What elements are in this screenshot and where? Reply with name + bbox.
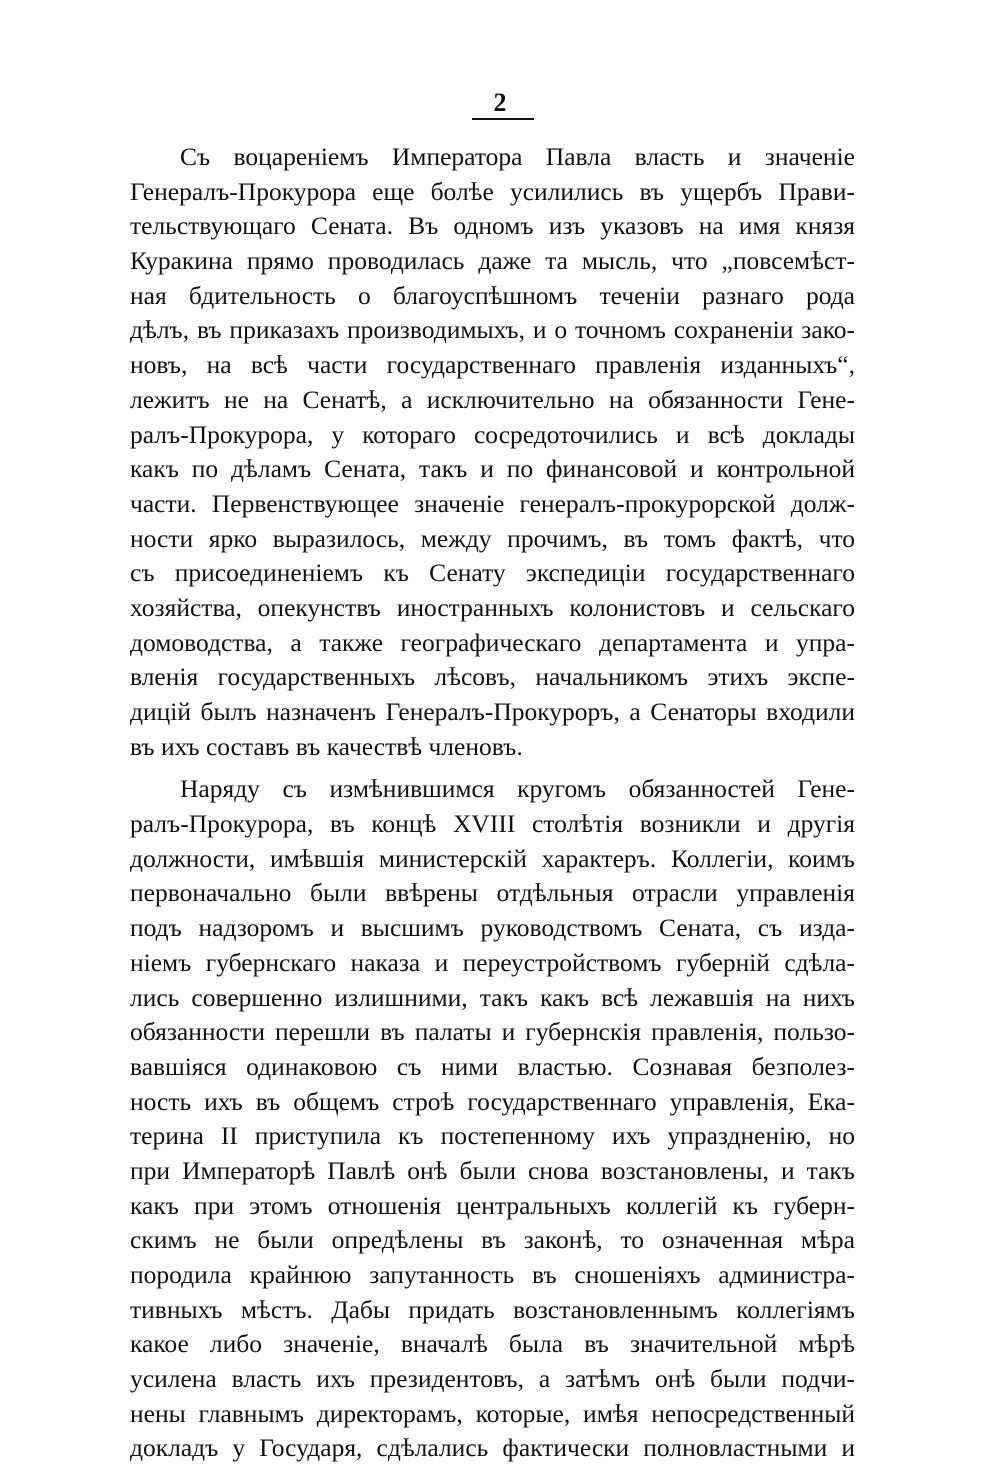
text-line: Наряду съ измѣнившимся кругомъ обязанностей Гене- [180, 774, 855, 804]
text-line: дѣлъ, въ приказахъ производимыхъ, и о точномъ сохраненіи зако- [130, 315, 855, 345]
text-line: какъ при этомъ отношенія центральныхъ коллегій къ губерн- [130, 1190, 855, 1220]
text-line: ралъ-Прокурора, у котораго сосредоточились и всѣ доклады [130, 419, 855, 449]
text-line: ность ихъ въ общемъ строѣ государственнаго управленія, Ека- [130, 1086, 855, 1116]
text-line: съ присоединеніемъ къ Сенату экспедиціи государственнаго [130, 558, 855, 588]
text-line: ности ярко выразилось, между прочимъ, въ томъ фактѣ, что [130, 523, 855, 553]
text-line: части. Первенствующее значеніе генералъ-прокурорской долж- [130, 488, 855, 518]
text-line: скимъ не были опредѣлены въ законѣ, то означенная мѣра [130, 1225, 855, 1255]
text-line: ніемъ губернскаго наказа и переустройствомъ губерній сдѣла- [130, 947, 855, 977]
text-line: тивныхъ мѣстъ. Дабы придать возстановленнымъ коллегіямъ [130, 1294, 855, 1324]
text-line: домоводства, а также географическаго департамента и упра- [130, 627, 855, 657]
text-line: подъ надзоромъ и высшимъ руководствомъ Сената, съ изда- [130, 913, 855, 943]
text-line: вавшіяся одинаковою съ ними властью. Сознавая безполез- [130, 1051, 855, 1081]
text-line: въ ихъ составъ въ качествѣ членовъ. [130, 731, 523, 761]
text-line: какъ по дѣламъ Сената, такъ и по финансовой и контрольной [130, 454, 855, 484]
text-line: должности, имѣвшія министерскій характеръ. Коллегіи, коимъ [130, 843, 855, 873]
text-line: нены главнымъ директорамъ, которые, имѣя непосредственный [130, 1398, 855, 1428]
text-line: ралъ-Прокурора, въ концѣ XVIII столѣтія возникли и другія [130, 809, 855, 839]
text-line: обязанности перешли въ палаты и губернскія правленія, пользо- [130, 1017, 855, 1047]
text-line: Куракина прямо проводилась даже та мысль, что „повсемѣст- [130, 246, 855, 276]
text-line: лежитъ не на Сенатѣ, а исключительно на обязанности Гене- [130, 384, 855, 414]
text-line: лись совершенно излишними, такъ какъ всѣ лежавшія на нихъ [130, 982, 855, 1012]
text-line: при Императорѣ Павлѣ онѣ были снова возстановлены, и такъ [130, 1155, 855, 1185]
text-line: вленія государственныхъ лѣсовъ, начальникомъ этихъ экспе- [130, 662, 855, 692]
paragraph-2 [130, 772, 855, 1466]
text-line: тельствующаго Сената. Въ одномъ изъ указовъ на имя князя [130, 211, 855, 241]
paragraph-spacer [130, 764, 855, 772]
text-line: Генералъ-Прокурора еще болѣе усилились въ ущербъ Прави- [130, 176, 855, 206]
text-line: ная бдительность о благоуспѣшномъ теченіи разнаго рода [130, 280, 855, 310]
paragraph-1 [130, 140, 855, 764]
text-line: терина II приступила къ постепенному ихъ упраздненію, но [130, 1121, 855, 1151]
body-text [130, 140, 855, 1466]
text-line: первоначально были ввѣрены отдѣльныя отрасли управленія [130, 878, 855, 908]
page-number-rule [472, 118, 534, 120]
text-line: дицій былъ назначенъ Генералъ-Прокуроръ, а Сенаторы входили [130, 697, 855, 726]
text-line: новъ, на всѣ части государственнаго правленія изданныхъ“, [130, 350, 855, 380]
text-line: породила крайнюю запутанность въ сношеніяхъ администра- [130, 1260, 855, 1289]
text-line: Съ воцареніемъ Императора Павла власть и значеніе [180, 142, 855, 171]
text-line: хозяйства, опекунствъ иностранныхъ колонистовъ и сельскаго [130, 592, 855, 622]
text-line: какое либо значеніе, вначалѣ была въ значительной мѣрѣ [130, 1329, 855, 1359]
page-number: 2 [493, 88, 507, 117]
text-line: усилена власть ихъ президентовъ, а затѣмъ онѣ были подчи- [130, 1364, 855, 1394]
text-line: докладъ у Государя, сдѣлались фактически полновластными и [130, 1433, 855, 1463]
